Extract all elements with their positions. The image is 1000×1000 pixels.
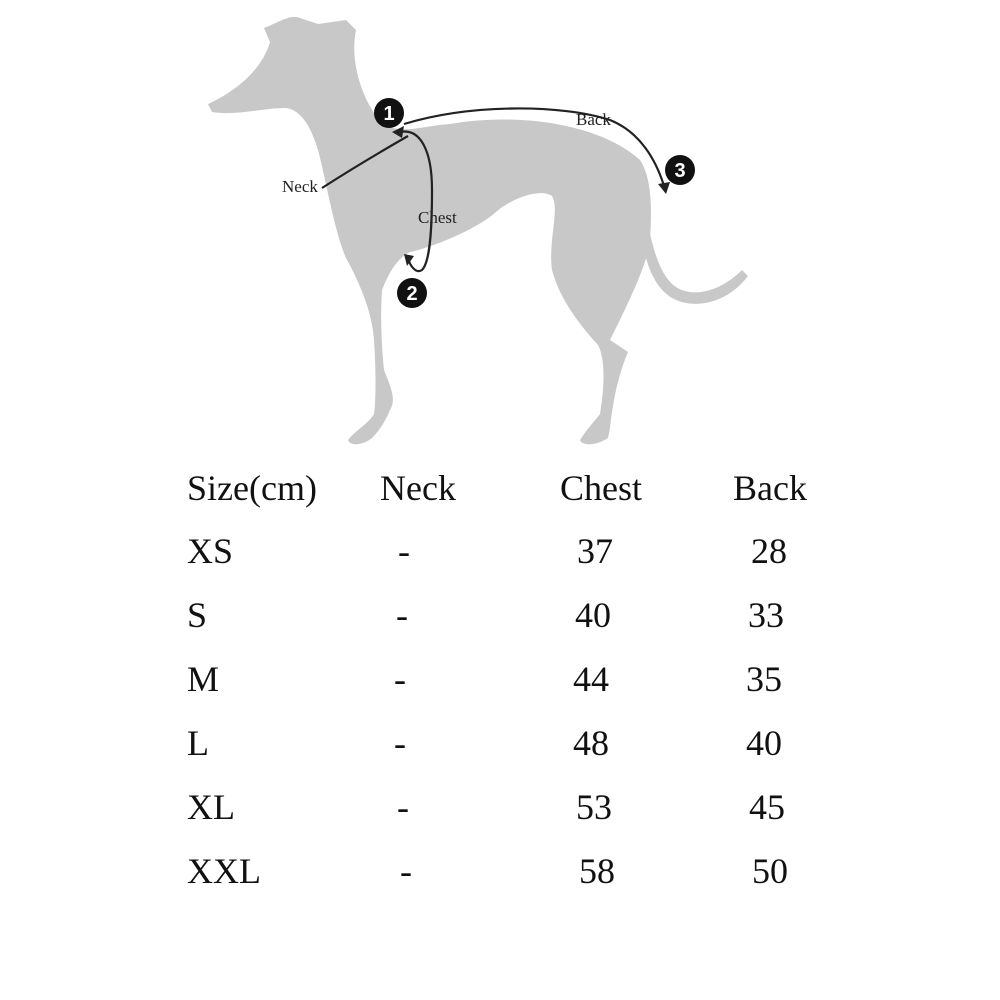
size-cell: XXL bbox=[187, 851, 261, 891]
back-cell: 40 bbox=[746, 723, 782, 763]
back-cell: 50 bbox=[752, 851, 788, 891]
neck-cell: - bbox=[400, 851, 412, 891]
header-chest: Chest bbox=[560, 468, 643, 508]
chest-cell: 37 bbox=[577, 531, 613, 571]
back-cell: 28 bbox=[751, 531, 787, 571]
neck-cell: - bbox=[397, 787, 409, 827]
chest-cell: 44 bbox=[573, 659, 609, 699]
back-cell: 33 bbox=[748, 595, 784, 635]
svg-text:3: 3 bbox=[674, 160, 686, 182]
chest-label: Chest bbox=[418, 208, 457, 227]
size-cell: M bbox=[187, 659, 220, 699]
size-cell: XS bbox=[187, 531, 234, 571]
chest-cell: 58 bbox=[579, 851, 615, 891]
size-cell: XL bbox=[187, 787, 235, 827]
chest-cell: 53 bbox=[576, 787, 612, 827]
neck-cell: - bbox=[398, 531, 410, 571]
header-back: Back bbox=[733, 468, 807, 508]
neck-cell: - bbox=[394, 659, 406, 699]
back-cell: 45 bbox=[749, 787, 785, 827]
back-cell: 35 bbox=[746, 659, 782, 699]
neck-label: Neck bbox=[282, 177, 318, 196]
svg-text:1: 1 bbox=[383, 103, 395, 125]
svg-text:2: 2 bbox=[406, 283, 418, 305]
back-label: Back bbox=[576, 110, 611, 129]
chest-cell: 48 bbox=[573, 723, 609, 763]
neck-cell: - bbox=[394, 723, 406, 763]
neck-cell: - bbox=[396, 595, 408, 635]
header-size: Size(cm) bbox=[187, 468, 317, 508]
chest-cell: 40 bbox=[575, 595, 611, 635]
size-cell: L bbox=[187, 723, 209, 763]
header-neck: Neck bbox=[380, 468, 456, 508]
size-cell: S bbox=[187, 595, 208, 635]
